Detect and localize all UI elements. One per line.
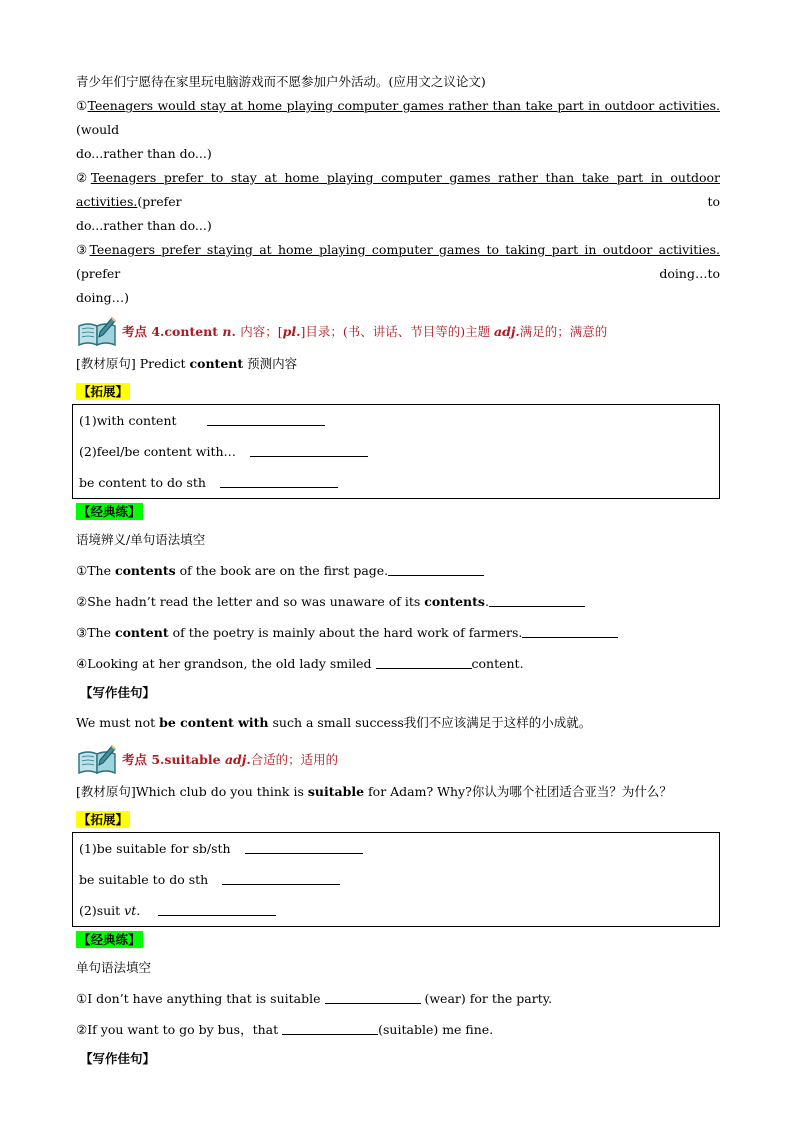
kaodian-5-title: 考点 5.suitable adj.合适的；适用的 [122,752,339,767]
expand-row: be suitable to do sth [79,864,713,895]
kaodian-5-heading [76,742,720,776]
answer-blank[interactable] [376,656,472,669]
blank[interactable] [207,413,325,426]
practice-2-q1: ①I don’t have anything that is suitable (wear) for the party. [76,991,553,1006]
tag-practice: 【经典练】 [78,932,141,947]
practice-1-q2: ②She hadn’t read the letter and so was unaware of its contents. [76,586,720,617]
sentence-3-note: doing…) [76,290,129,305]
tag-writing: 【写作佳句】 [80,1051,156,1066]
tag-practice: 【经典练】 [78,504,141,519]
book-pencil-icon [76,742,118,776]
expand-row: be content to do sth [79,467,713,498]
practice-2-q2: ②If you want to go by bus，that (suitable) me fine. [76,1022,494,1037]
blank[interactable] [245,841,363,854]
book-pencil-icon [76,314,118,348]
tag-writing: 【写作佳句】 [80,685,156,700]
sentence-2: ②Teenagers prefer to stay at home playing computer games rather than take part in outdoor activities.(prefer to [76,170,720,209]
answer-blank[interactable] [388,563,484,576]
sentence-3: ③Teenagers prefer staying at home playing computer games to taking part in outdoor activities.(prefer doing…to [76,242,720,281]
answer-blank[interactable] [489,594,585,607]
sentence-1-note: do...rather than do...) [76,146,212,161]
expand-row: (1)be suitable for sb/sth [79,833,713,864]
kaodian-4-title: 考点 4.content n. 内容；[pl.]目录；(书、讲话、节目等的)主题 adj.满足的；满意的 [122,324,608,339]
expand-row: (2)feel/be content with… [79,436,713,467]
blank[interactable] [250,444,368,457]
kaodian-4-source: [教材原句] Predict content 预测内容 [76,356,298,371]
kaodian-4-heading [76,314,720,348]
tag-expand: 【拓展】 [78,812,129,827]
kaodian-5-source: [教材原句]Which club do you think is suitable for Adam? Why?你认为哪个社团适合亚当？为什么？ [76,784,672,799]
writing-sentence-1: We must not be content with such a small success我们不应该满足于这样的小成就。 [76,715,592,730]
tag-expand: 【拓展】 [78,384,129,399]
sentence-1: ①Teenagers would stay at home playing computer games rather than take part in outdoor activities.(would [76,98,720,137]
blank[interactable] [220,475,338,488]
answer-blank[interactable] [325,991,421,1004]
practice-1-q4: ④Looking at her grandson, the old lady smiled content. [76,656,524,671]
expand-row: (1)with content [79,405,713,436]
sentence-2-note: do...rather than do...) [76,218,212,233]
expand-box-2 [72,832,720,927]
intro-chinese: 青少年们宁愿待在家里玩电脑游戏而不愿参加户外活动。(应用文之议论文) [76,74,486,89]
blank[interactable] [222,872,340,885]
practice-2-heading: 单句语法填空 [76,960,152,975]
answer-blank[interactable] [282,1022,378,1035]
expand-box-1 [72,404,720,499]
practice-1-q3: ③The content of the poetry is mainly about the hard work of farmers. [76,617,720,648]
answer-blank[interactable] [522,625,618,638]
practice-1-q1: ①The contents of the book are on the first page. [76,555,720,586]
practice-1-heading: 语境辨义/单句语法填空 [76,532,206,547]
expand-row: (2)suit vt. [79,895,713,926]
blank[interactable] [158,903,276,916]
document-page [76,70,720,1073]
